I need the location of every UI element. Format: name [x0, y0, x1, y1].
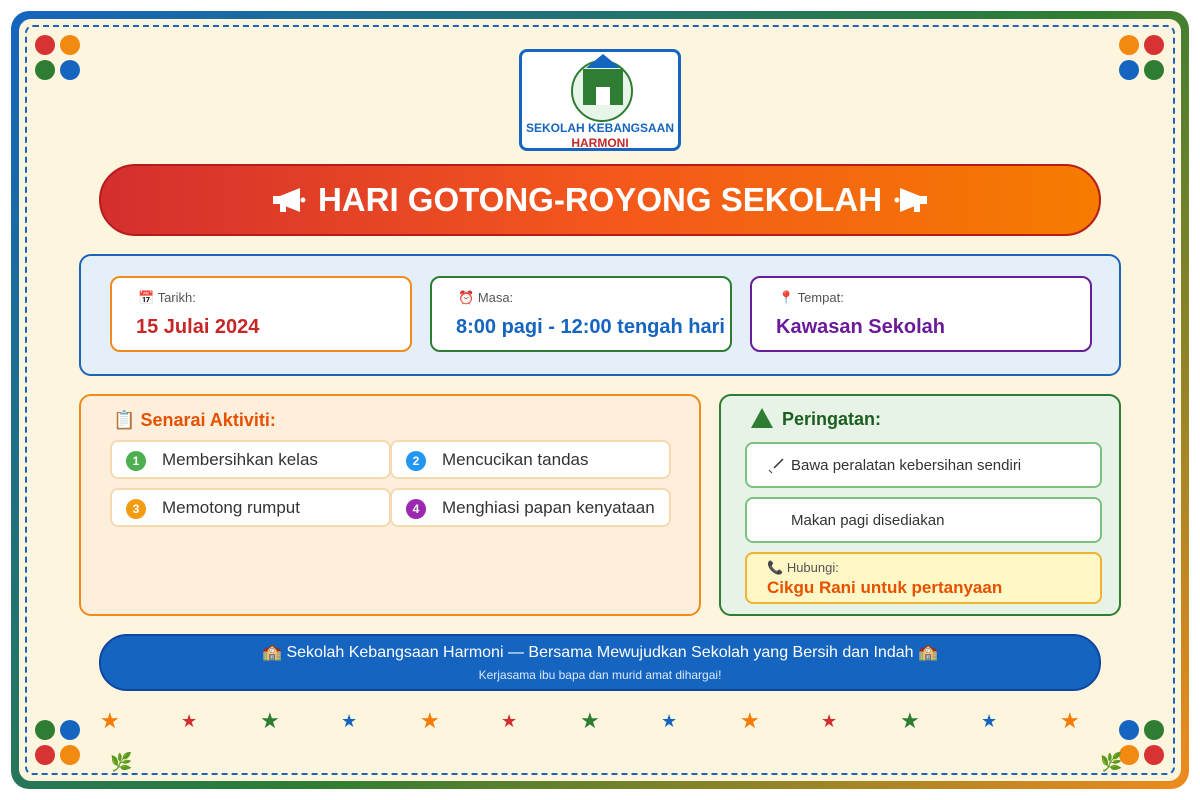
activities-panel [79, 394, 701, 616]
reminder-item [745, 442, 1102, 488]
star-icon: ★ [100, 708, 120, 733]
activity-item [390, 440, 671, 479]
star-icon: ★ [341, 711, 358, 731]
star-icon: ★ [900, 708, 920, 733]
date-label: 📅 Tarikh: [138, 290, 196, 305]
corner-dots-top-left [35, 35, 81, 81]
star-icon: ★ [661, 711, 678, 731]
date-card [110, 276, 412, 352]
time-label: ⏰ Masa: [458, 290, 514, 305]
activity-text: Memotong rumput [162, 498, 300, 517]
school-icon: 🏫 [917, 644, 938, 661]
date-value: 15 Julai 2024 [136, 316, 260, 338]
star-icon: ★ [981, 711, 998, 731]
activity-text: Membersihkan kelas [162, 450, 318, 469]
corner-dots-bottom-right [1119, 720, 1165, 766]
megaphone-icon [270, 185, 308, 215]
star-icon: ★ [181, 711, 198, 731]
reminder-item [745, 497, 1102, 543]
calendar-icon: 📅 [138, 290, 155, 305]
time-card [430, 276, 732, 352]
activity-item [110, 488, 391, 527]
leaf-icon: 🌿 [110, 752, 133, 772]
activity-number: 2 [406, 451, 426, 471]
warning-icon [751, 408, 773, 428]
school-name-line1: SEKOLAH KEBANGSAAN [525, 121, 674, 135]
star-icon: ★ [740, 708, 760, 733]
activity-number: 1 [126, 451, 146, 471]
place-label: 📍 Tempat: [778, 290, 844, 305]
reminders-title: Peringatan: [751, 408, 881, 430]
title-banner [99, 164, 1101, 236]
place-card [750, 276, 1092, 352]
corner-dots-bottom-left [35, 720, 81, 766]
school-logo [519, 49, 681, 151]
star-icon: ★ [501, 711, 518, 731]
event-info-panel [79, 254, 1121, 376]
activity-text: Menghiasi papan kenyataan [442, 498, 655, 517]
star-icon: ★ [580, 708, 600, 733]
activities-title: 📋 Senarai Aktiviti: [113, 410, 276, 430]
reminder-text: Makan pagi disediakan [791, 512, 945, 529]
megaphone-icon [892, 185, 930, 215]
activity-number: 3 [126, 499, 146, 519]
contact-value: Cikgu Rani untuk pertanyaan [767, 578, 1003, 597]
contact-box [745, 552, 1102, 604]
star-icon: ★ [1060, 708, 1080, 733]
activity-number: 4 [406, 499, 426, 519]
star-icon: ★ [260, 708, 280, 733]
star-icon: ★ [821, 711, 838, 731]
footer-banner [99, 634, 1101, 691]
clipboard-icon: 📋 [113, 410, 136, 430]
activity-item [390, 488, 671, 527]
activity-text: Mencucikan tandas [442, 450, 589, 469]
alarm-clock-icon: ⏰ [458, 290, 475, 305]
star-icon: ★ [420, 708, 440, 733]
leaf-icon: 🌿 [1100, 752, 1123, 772]
place-value: Kawasan Sekolah [776, 316, 945, 338]
time-value: 8:00 pagi - 12:00 tengah hari [456, 316, 725, 338]
reminders-panel [719, 394, 1121, 616]
footer-note: Kerjasama ibu bapa dan murid amat dihargai! [478, 668, 722, 682]
page-title: HARI GOTONG-ROYONG SEKOLAH [317, 181, 883, 218]
contact-label: 📞 Hubungi: [767, 560, 839, 575]
broom-icon [767, 456, 787, 476]
corner-dots-top-right [1119, 35, 1165, 81]
school-roof-icon [586, 54, 620, 68]
school-door-icon [596, 87, 610, 105]
footer-motto: 🏫 Sekolah Kebangsaan Harmoni — Bersama Mewujudkan Sekolah yang Bersih dan Indah 🏫 [262, 644, 938, 661]
location-pin-icon: 📍 [778, 290, 795, 305]
school-icon: 🏫 [262, 644, 283, 661]
school-name-line2: HARMONI [571, 136, 629, 150]
phone-icon: 📞 [767, 560, 784, 575]
activity-item [110, 440, 391, 479]
reminder-text: Bawa peralatan kebersihan sendiri [791, 457, 1022, 474]
